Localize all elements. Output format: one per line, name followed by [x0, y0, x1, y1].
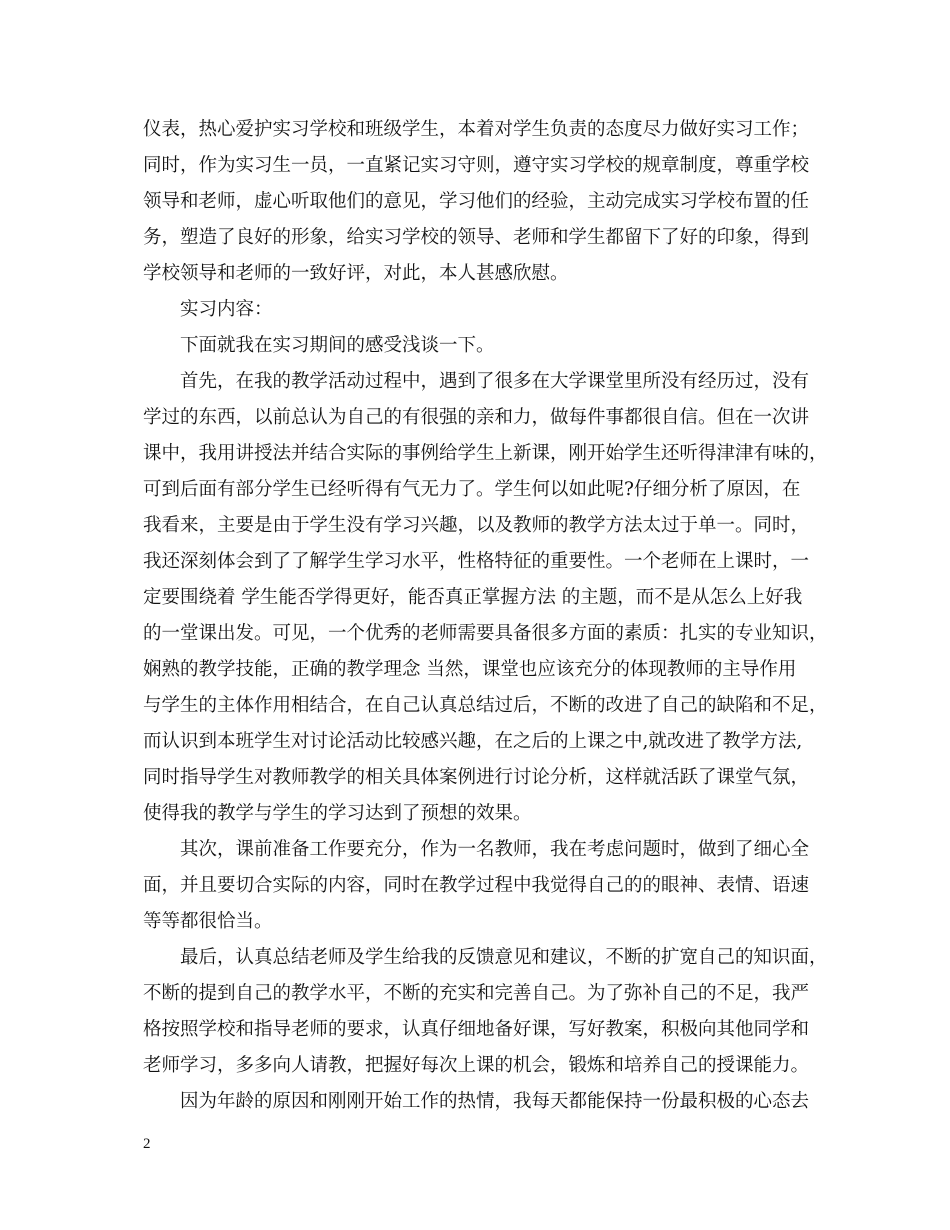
text-line: 因为年龄的原因和刚刚开始工作的热情，我每天都能保持一份最积极的心态去 — [180, 1091, 810, 1112]
text-line: 其次，课前准备工作要充分，作为一名教师，我在考虑问题时，做到了细心全 — [180, 839, 810, 860]
text-line: 我还深刻体会到了了解学生学习水平，性格特征的重要性。一个老师在上课时，一 — [143, 551, 810, 572]
text-line: 使得我的教学与学生的学习达到了预想的效果。 — [143, 803, 532, 824]
text-line: 学校领导和老师的一致好评，对此，本人甚感欣慰。 — [143, 263, 569, 284]
text-line: 格按照学校和指导老师的要求，认真仔细地备好课，写好教案，积极向其他同学和 — [143, 1019, 810, 1040]
text-line: 面，并且要切合实际的内容，同时在教学过程中我觉得自己的的眼神、表情、语速 — [143, 875, 810, 896]
text-line: 同时，作为实习生一员，一直紧记实习守则，遵守实习学校的规章制度，尊重学校 — [143, 155, 810, 176]
text-line: 老师学习，多多向人请教，把握好每次上课的机会，锻炼和培养自己的授课能力。 — [143, 1055, 810, 1076]
text-line: 下面就我在实习期间的感受浅谈一下。 — [180, 335, 495, 356]
text-line: 课中，我用讲授法并结合实际的事例给学生上新课，刚开始学生还听得津津有味的， — [143, 443, 828, 464]
text-line: 最后，认真总结老师及学生给我的反馈意见和建议，不断的扩宽自己的知识面， — [180, 947, 828, 968]
text-line: 可到后面有部分学生已经听得有气无力了。学生何以如此呢?仔细分析了原因，在 — [143, 479, 801, 500]
text-line: 务，塑造了良好的形象，给实习学校的领导、老师和学生都留下了好的印象，得到 — [143, 227, 810, 248]
text-line: 首先，在我的教学活动过程中，遇到了很多在大学课堂里所没有经历过，没有 — [180, 371, 810, 392]
text-line: 我看来，主要是由于学生没有学习兴趣，以及教师的教学方法太过于单一。同时， — [143, 515, 810, 536]
text-line: 学过的东西，以前总认为自己的有很强的亲和力，做每件事都很自信。但在一次讲 — [143, 407, 810, 428]
text-line: 同时指导学生对教师教学的相关具体案例进行讨论分析，这样就活跃了课堂气氛， — [143, 767, 810, 788]
page-number: 2 — [143, 1136, 151, 1152]
text-line: 而认识到本班学生对讨论活动比较感兴趣，在之后的上课之中,就改进了教学方法, — [143, 731, 803, 752]
text-line: 等等都很恰当。 — [143, 911, 273, 932]
section-heading: 实习内容： — [180, 299, 273, 320]
text-line: 定要围绕着 学生能否学得更好，能否真正掌握方法 的主题，而不是从怎么上好我 — [143, 587, 803, 608]
text-line: 娴熟的教学技能，正确的教学理念 当然，课堂也应该充分的体现教师的主导作用 — [143, 659, 797, 680]
text-line: 的一堂课出发。可见，一个优秀的老师需要具备很多方面的素质：扎实的专业知识， — [143, 623, 828, 644]
text-line: 不断的提到自己的教学水平，不断的充实和完善自己。为了弥补自己的不足，我严 — [143, 983, 810, 1004]
text-line: 领导和老师，虚心听取他们的意见，学习他们的经验，主动完成实习学校布置的任 — [143, 191, 810, 212]
text-line: 与学生的主体作用相结合，在自己认真总结过后，不断的改进了自己的缺陷和不足， — [143, 695, 828, 716]
text-line: 仪表，热心爱护实习学校和班级学生，本着对学生负责的态度尽力做好实习工作； — [143, 119, 810, 140]
